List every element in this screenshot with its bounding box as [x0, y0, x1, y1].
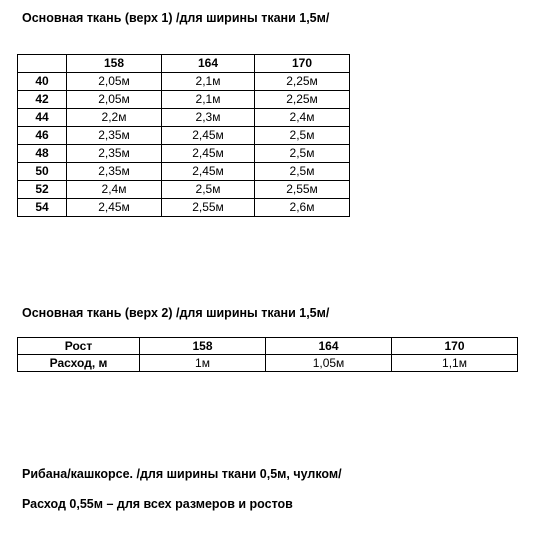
value-cell: 2,4м — [255, 109, 350, 127]
table-row — [18, 145, 350, 163]
size-cell: 52 — [18, 181, 67, 199]
value-cell: 2,5м — [255, 163, 350, 181]
section3-note: Расход 0,55м – для всех размеров и ростов — [22, 497, 293, 511]
table-row — [18, 181, 350, 199]
table-row — [18, 163, 350, 181]
value-cell: 2,5м — [255, 127, 350, 145]
size-cell: 44 — [18, 109, 67, 127]
value-cell: 2,2м — [67, 109, 162, 127]
section3-title: Рибана/кашкорсе. /для ширины ткани 0,5м, чулком/ — [22, 467, 342, 481]
fabric-table-2 — [17, 337, 518, 372]
value-cell: 2,4м — [67, 181, 162, 199]
size-cell: 48 — [18, 145, 67, 163]
column-header: Рост — [18, 338, 140, 355]
value-cell: 2,35м — [67, 127, 162, 145]
column-header: 164 — [162, 55, 255, 73]
column-header — [18, 55, 67, 73]
fabric-table-1 — [17, 54, 350, 217]
table-header-row — [18, 55, 350, 73]
size-cell: 54 — [18, 199, 67, 217]
value-cell: 2,55м — [255, 181, 350, 199]
table-row — [18, 91, 350, 109]
value-cell: 2,5м — [162, 181, 255, 199]
value-cell: 2,35м — [67, 145, 162, 163]
value-cell: 2,25м — [255, 91, 350, 109]
column-header: 158 — [140, 338, 266, 355]
table-row — [18, 73, 350, 91]
value-cell: 2,3м — [162, 109, 255, 127]
value-cell: 2,35м — [67, 163, 162, 181]
value-cell: 2,6м — [255, 199, 350, 217]
table-row — [18, 355, 518, 372]
value-cell: 2,45м — [162, 163, 255, 181]
value-cell: 2,05м — [67, 73, 162, 91]
table-row — [18, 127, 350, 145]
value-cell: 2,05м — [67, 91, 162, 109]
column-header: 158 — [67, 55, 162, 73]
table-row — [18, 109, 350, 127]
size-cell: 42 — [18, 91, 67, 109]
column-header: 170 — [255, 55, 350, 73]
section2-title: Основная ткань (верх 2) /для ширины ткани 1,5м/ — [22, 306, 330, 320]
value-cell: 2,1м — [162, 91, 255, 109]
column-header: 170 — [392, 338, 518, 355]
value-cell: 1,05м — [266, 355, 392, 372]
value-cell: 1,1м — [392, 355, 518, 372]
value-cell: 2,45м — [162, 145, 255, 163]
value-cell: 1м — [140, 355, 266, 372]
column-header: 164 — [266, 338, 392, 355]
row-label-cell: Расход, м — [18, 355, 140, 372]
size-cell: 50 — [18, 163, 67, 181]
table-header-row — [18, 338, 518, 355]
value-cell: 2,1м — [162, 73, 255, 91]
section1-title: Основная ткань (верх 1) /для ширины ткани 1,5м/ — [22, 11, 330, 25]
value-cell: 2,25м — [255, 73, 350, 91]
table-row — [18, 199, 350, 217]
value-cell: 2,45м — [162, 127, 255, 145]
value-cell: 2,45м — [67, 199, 162, 217]
size-cell: 46 — [18, 127, 67, 145]
value-cell: 2,55м — [162, 199, 255, 217]
size-cell: 40 — [18, 73, 67, 91]
value-cell: 2,5м — [255, 145, 350, 163]
